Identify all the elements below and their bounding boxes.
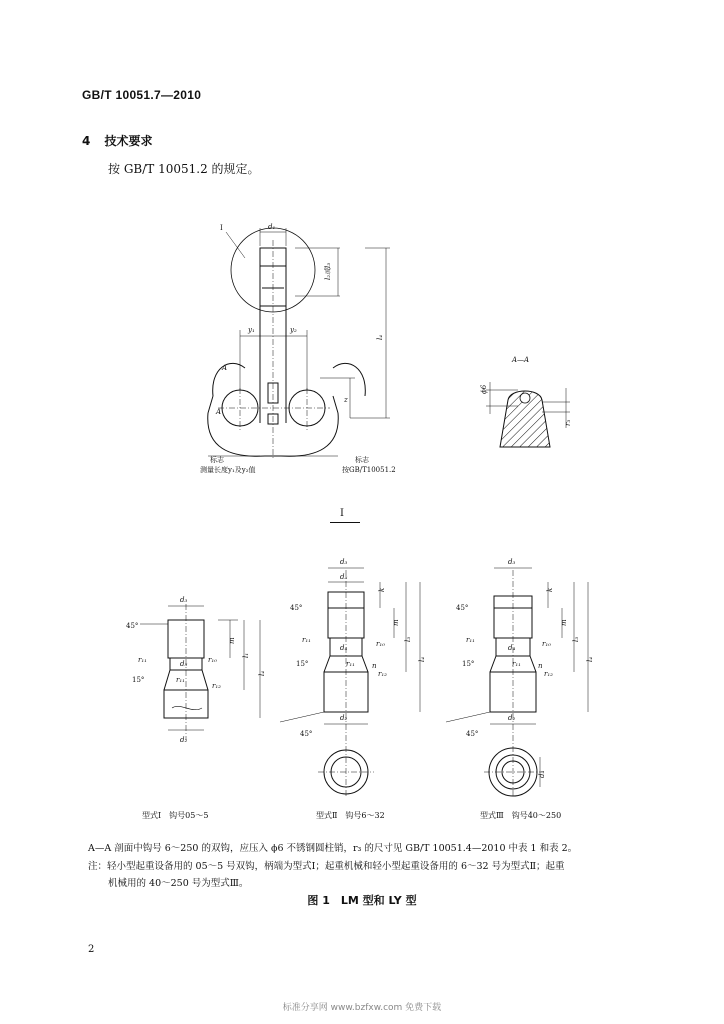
dim-y1: y₁ — [248, 326, 255, 334]
t3-l4: l₄ — [586, 656, 594, 662]
callout-right-title: 标志 — [355, 456, 369, 464]
figure-caption: 图 1 LM 型和 LY 型 — [307, 894, 417, 907]
t2-d4: d₄ — [340, 644, 348, 652]
type-2-detail — [270, 552, 430, 802]
t2-d2: d₂ — [340, 714, 348, 722]
t3-n: n — [538, 662, 543, 670]
t2-d3: d₃ — [340, 558, 348, 566]
t1-m: m — [228, 637, 236, 644]
requirement-paragraph: 按 GB/T 10051.2 的规定。 — [108, 162, 260, 176]
t3-d3: d₃ — [508, 558, 516, 566]
t3-m: m — [560, 619, 568, 626]
note-section-line: A—A 剖面中钩号 6～250 的双钩，应压入 ϕ6 不锈钢圆柱销，r₃ 的尺寸见 GB/T 10051.4—2010 中表 1 和表 2。 — [88, 843, 578, 854]
t3-angle-15: 15° — [462, 660, 475, 668]
t3-r12: r₁₂ — [544, 670, 553, 678]
t1-l1: l₁ — [242, 652, 250, 658]
section-phi6: ϕ6 — [480, 384, 488, 394]
t2-n: n — [372, 662, 377, 670]
section-number: 4 — [82, 134, 91, 148]
detail-title-underline — [330, 522, 360, 523]
t1-r10: r₁₀ — [208, 656, 217, 664]
t3-angle-45: 45° — [456, 604, 469, 612]
t2-d5: d₅ — [340, 573, 348, 581]
t3-angle-45b: 45° — [466, 730, 479, 738]
callout-left-text: 测量长度y₁及y₂值 — [200, 466, 256, 474]
t2-r12: r₁₂ — [378, 670, 387, 678]
t1-angle-45: 45° — [126, 622, 139, 630]
callout-right-text: 按GB/T10051.2 — [342, 466, 396, 474]
t1-l4: l₄ — [258, 670, 266, 676]
detail-title: I — [340, 508, 344, 519]
t2-l4: l₄ — [418, 656, 426, 662]
t3-d4-end: d₄ — [538, 770, 546, 778]
type-3-caption: 型式Ⅲ 钩号40～250 — [480, 811, 562, 820]
t2-l3: l₃ — [404, 636, 412, 642]
t3-l3: l₃ — [572, 636, 580, 642]
t2-m: m — [392, 619, 400, 626]
t3-r10: r₁₀ — [542, 640, 551, 648]
t2-angle-15: 15° — [296, 660, 309, 668]
t2-r11: r₁₁ — [302, 636, 311, 644]
section-title: A—A — [512, 356, 530, 364]
note-line-1: 注：轻小型起重设备用的 05～5 号双钩，柄端为型式Ⅰ；起重机械和轻小型起重设备用的 6～32 号为型式Ⅱ；起重 — [88, 861, 565, 872]
t1-r11b: r₁₁ — [176, 676, 185, 684]
dim-y2: y₂ — [290, 326, 297, 334]
double-hook-drawing — [190, 218, 410, 480]
t3-k: k — [546, 587, 554, 592]
callout-left-title: 标志 — [210, 456, 224, 464]
dim-l2-l3: l₂或l₃ — [324, 262, 332, 280]
type-1-caption: 型式Ⅰ 钩号05～5 — [142, 811, 209, 820]
t1-d5: d₅ — [180, 660, 188, 668]
footer-watermark: 标准分享网 www.bzfxw.com 免费下载 — [282, 1003, 442, 1013]
section-mark-a-top: A — [222, 364, 228, 372]
t2-angle-45b: 45° — [300, 730, 313, 738]
t1-r12: r₁₂ — [212, 682, 221, 690]
section-title: 技术要求 — [104, 134, 153, 148]
t1-d3: d₃ — [180, 596, 188, 604]
type-1-detail — [120, 590, 280, 750]
t3-r11b: r₁₁ — [512, 660, 521, 668]
dim-d1: d₁ — [268, 223, 276, 231]
t1-r11: r₁₁ — [138, 656, 147, 664]
section-mark-a-bottom: A — [216, 408, 222, 416]
t2-r11b: r₁₁ — [346, 660, 355, 668]
t3-d2: d₂ — [508, 714, 516, 722]
t2-angle-45: 45° — [290, 604, 303, 612]
dim-l4: l₄ — [376, 334, 384, 340]
t1-angle-15: 15° — [132, 676, 145, 684]
t2-r10: r₁₀ — [376, 640, 385, 648]
section-r3: r₃ — [564, 419, 572, 426]
t2-k: k — [378, 587, 386, 592]
page-number: 2 — [88, 944, 95, 955]
type-3-detail — [432, 552, 612, 802]
standard-code-header: GB/T 10051.7—2010 — [82, 88, 202, 102]
dim-z: z — [344, 396, 348, 404]
t1-d2: d₂ — [180, 736, 188, 744]
note-line-2: 机械用的 40～250 号为型式Ⅲ。 — [108, 878, 249, 889]
t3-r11: r₁₁ — [466, 636, 475, 644]
type-2-caption: 型式Ⅱ 钩号6～32 — [316, 811, 385, 820]
section-heading — [82, 132, 153, 149]
section-view-a-a — [470, 352, 580, 462]
t3-d4: d₄ — [508, 644, 516, 652]
detail-ref-label: I — [220, 224, 223, 232]
